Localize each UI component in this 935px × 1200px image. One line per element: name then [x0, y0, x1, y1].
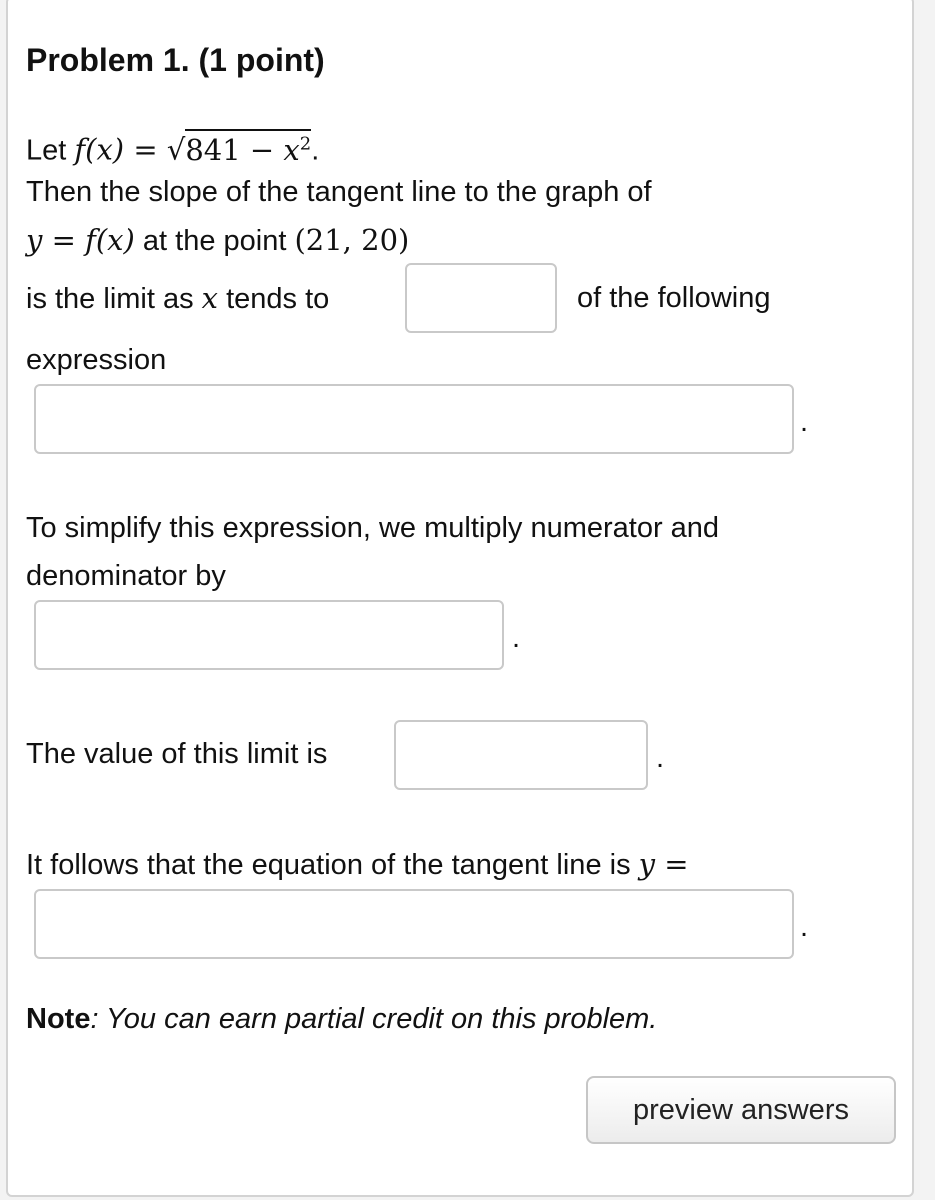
simplify-line-1: To simplify this expression, we multiply numerator and — [26, 512, 720, 544]
partial-credit-note — [26, 1001, 657, 1037]
limit-value-label: The value of this limit is — [26, 738, 328, 770]
period: . — [311, 134, 320, 167]
at-the-point-text: at the point — [142, 225, 287, 257]
let-word: Let — [26, 134, 67, 167]
limit-as-text: is the limit as — [26, 283, 194, 315]
problem-number: Problem 1. — [26, 42, 190, 78]
answer-input-5[interactable] — [34, 889, 794, 959]
problem-points: (1 point) — [198, 42, 325, 78]
y-equals: y = — [638, 847, 689, 881]
statement-line-4 — [26, 280, 329, 317]
radicand-number: 841 − — [185, 132, 275, 167]
tends-to-text: tends to — [226, 283, 330, 315]
answer-input-4[interactable] — [394, 720, 648, 790]
point-coordinates: (21, 20) — [294, 223, 410, 257]
simplify-line-2: denominator by — [26, 560, 226, 592]
answer-input-2[interactable] — [34, 384, 794, 454]
tangent-line-label — [26, 846, 689, 883]
answer-input-3[interactable] — [34, 600, 504, 670]
radicand-exponent: 2 — [299, 133, 312, 154]
of-the-following-text: of the following — [577, 282, 771, 314]
function-definition — [26, 126, 319, 169]
x-variable: x — [201, 281, 219, 315]
statement-line-3 — [26, 222, 409, 259]
period: . — [800, 911, 809, 943]
problem-title — [26, 42, 325, 79]
y-equals-fx: y = f(x) — [26, 223, 135, 257]
tangent-text: It follows that the equation of the tangent line is — [26, 849, 631, 881]
period: . — [512, 622, 521, 654]
function-expression: f(x) = √ — [74, 132, 186, 167]
answer-input-1[interactable] — [405, 263, 557, 333]
period: . — [656, 742, 665, 774]
expression-text: expression — [26, 344, 167, 376]
statement-line-2: Then the slope of the tangent line to the graph of — [26, 176, 652, 208]
preview-answers-button[interactable]: preview answers — [586, 1076, 896, 1144]
note-text: : You can earn partial credit on this problem. — [90, 1003, 658, 1035]
period: . — [800, 406, 809, 438]
note-label: Note — [26, 1003, 91, 1035]
radicand — [185, 129, 311, 167]
radicand-variable: x — [283, 132, 300, 167]
